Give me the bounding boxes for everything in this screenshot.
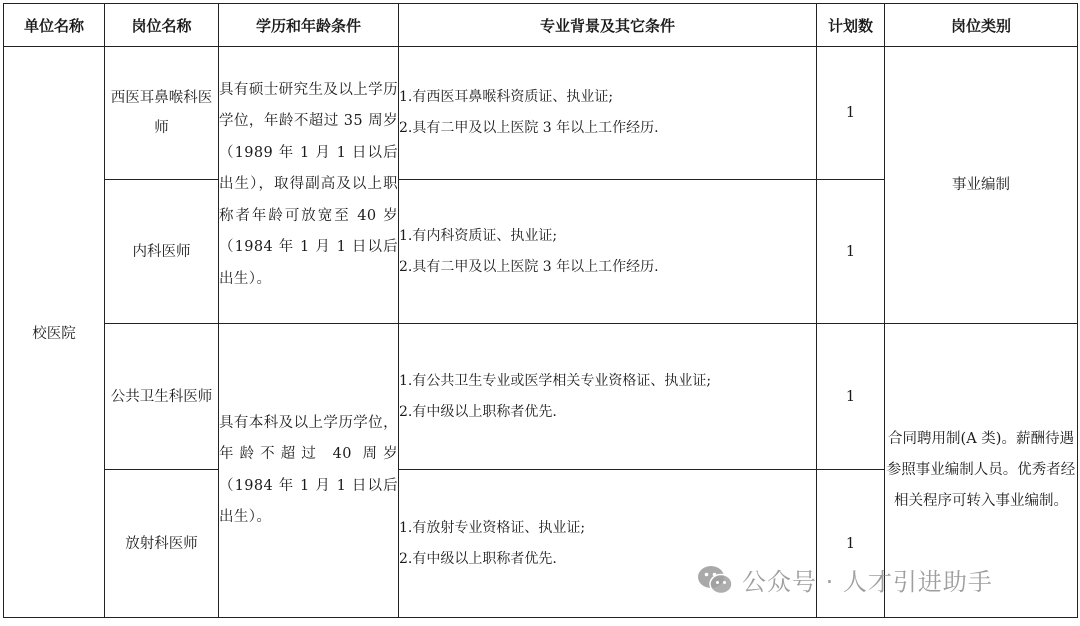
background-line: 2.具有二甲及以上医院 3 年以上工作经历. [399, 258, 659, 275]
count-cell: 1 [817, 470, 885, 618]
background-line: 2.有中级以上职称者优先. [399, 550, 557, 567]
position-cell: 内科医师 [105, 180, 219, 324]
header-position: 岗位名称 [105, 4, 219, 47]
count-cell: 1 [817, 324, 885, 470]
category-cell: 合同聘用制(A 类)。薪酬待遇参照事业编制人员。优秀者经相关程序可转入事业编制。 [885, 324, 1078, 618]
background-cell [399, 180, 817, 324]
header-count: 计划数 [817, 4, 885, 47]
background-line: 2.有中级以上职称者优先. [399, 403, 557, 420]
count-cell: 1 [817, 47, 885, 180]
position-cell: 公共卫生科医师 [105, 324, 219, 470]
background-line: 1.有公共卫生专业或医学相关专业资格证、执业证; [399, 372, 712, 389]
wechat-icon [696, 564, 734, 596]
background-line: 1.有内科资质证、执业证; [399, 227, 558, 244]
background-line: 1.有放射专业资格证、执业证; [399, 519, 586, 536]
position-cell: 放射科医师 [105, 470, 219, 618]
table-row [4, 324, 1078, 470]
requirement-cell: 具有硕士研究生及以上学历学位，年龄不超过 35 周岁（1989 年 1 月 1 日以后出生），取得副高及以上职称者年龄可放宽至 40 岁（1984 年 1 月 1 日以后出生）。 [219, 47, 399, 324]
header-background: 专业背景及其它条件 [399, 4, 817, 47]
watermark-text: 公众号 · 人才引进助手 [742, 568, 993, 596]
category-cell: 事业编制 [885, 47, 1078, 324]
header-category: 岗位类别 [885, 4, 1078, 47]
background-cell [399, 324, 817, 470]
unit-cell: 校医院 [4, 47, 105, 618]
header-education-age: 学历和年龄条件 [219, 4, 399, 47]
requirement-cell: 具有本科及以上学历学位，年龄不超过 40 周岁（1984 年 1 月 1 日以后出生）。 [219, 324, 399, 618]
background-line: 1.有西医耳鼻喉科资质证、执业证; [399, 89, 614, 105]
background-line: 2.具有二甲及以上医院 3 年以上工作经历. [399, 120, 659, 136]
background-cell [399, 47, 817, 180]
watermark [696, 562, 993, 597]
position-cell: 西医耳鼻喉科医师 [105, 47, 219, 180]
table-row [4, 47, 1078, 180]
header-unit: 单位名称 [4, 4, 105, 47]
recruitment-table [3, 3, 1078, 618]
header-row [4, 4, 1078, 47]
count-cell: 1 [817, 180, 885, 324]
